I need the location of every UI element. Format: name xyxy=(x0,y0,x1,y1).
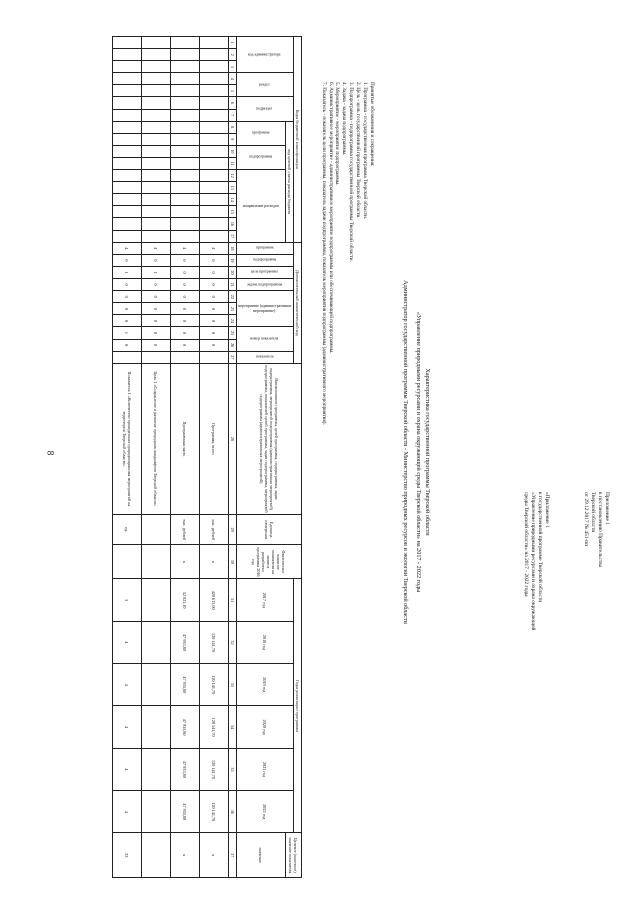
code-cell: 0 xyxy=(142,303,171,315)
header-subsection: подраздел xyxy=(237,97,294,121)
row-year-value: 4 xyxy=(113,706,142,748)
code-cell xyxy=(113,121,142,133)
column-number: 32 xyxy=(229,621,237,663)
code-cell xyxy=(200,49,229,61)
code-cell xyxy=(113,351,142,363)
code-cell xyxy=(200,97,229,109)
note-line: 5. Мероприятие - мероприятие подпрограммы. xyxy=(334,82,341,186)
header-analytic-code: Дополнительный аналитический код xyxy=(294,242,302,363)
code-cell xyxy=(171,206,200,218)
row-year-value: 4 xyxy=(113,791,142,833)
code-cell: 4 xyxy=(142,242,171,254)
row-fact: x xyxy=(171,545,200,579)
code-cell: 1 xyxy=(113,266,142,278)
column-number: 17 xyxy=(229,230,237,242)
code-cell: 0 xyxy=(142,339,171,351)
code-cell: 0 xyxy=(171,254,200,266)
document-title xyxy=(401,62,432,842)
appendix-line: «Управление природными ресурсами и охрана окружающей xyxy=(530,492,536,631)
header-expense: код целевой статьи расхода бюджета xyxy=(286,121,294,242)
code-cell xyxy=(113,218,142,230)
table-row xyxy=(171,37,200,878)
row-target: x xyxy=(200,833,229,878)
code-cell xyxy=(171,170,200,182)
code-cell xyxy=(142,145,171,157)
header-year: 2017 год xyxy=(237,579,294,621)
code-cell xyxy=(142,351,171,363)
column-number: 9 xyxy=(229,133,237,145)
column-number: 21 xyxy=(229,279,237,291)
row-fact: x xyxy=(200,545,229,579)
code-cell xyxy=(171,133,200,145)
column-number: 13 xyxy=(229,182,237,194)
appendix-line: Тверской области xyxy=(590,492,596,533)
code-cell xyxy=(113,230,142,242)
header-year: 2019 год xyxy=(237,664,294,706)
rotated-sheet xyxy=(20,22,620,882)
appendix-line: к постановлению Правительства xyxy=(597,492,603,568)
code-cell xyxy=(142,109,171,121)
code-cell: 0 xyxy=(171,327,200,339)
row-year-value: 47 935,80 xyxy=(171,706,200,748)
row-year-value: 420 613,00 xyxy=(200,579,229,621)
row-unit xyxy=(142,514,171,544)
column-number: 6 xyxy=(229,97,237,109)
code-cell xyxy=(200,157,229,169)
code-cell: 0 xyxy=(200,266,229,278)
code-cell: 0 xyxy=(171,291,200,303)
notes-block xyxy=(320,82,375,842)
program-table xyxy=(112,36,302,878)
note-line: 3. Подпрограмма - подпрограмма государственной программы Тверской области. xyxy=(348,82,355,262)
code-cell xyxy=(113,49,142,61)
code-cell xyxy=(200,121,229,133)
code-cell xyxy=(113,170,142,182)
row-target: 22 xyxy=(113,833,142,878)
code-cell xyxy=(171,109,200,121)
code-cell: 0 xyxy=(200,279,229,291)
code-cell xyxy=(142,37,171,49)
note-line: 4. Задача - задача подпрограммы. xyxy=(341,82,348,156)
title-line: Администратор государственной программы Тверской области - Министерство природных ресурсов и экологии Тверской области xyxy=(402,280,409,624)
code-cell: 0 xyxy=(113,279,142,291)
column-number: 29 xyxy=(229,514,237,544)
row-year-value: 120 141,70 xyxy=(200,706,229,748)
code-cell xyxy=(171,85,200,97)
table-row xyxy=(113,37,142,878)
code-cell xyxy=(142,230,171,242)
header-admin: код администратора xyxy=(237,37,294,73)
code-cell xyxy=(113,85,142,97)
header-indicator: показатель xyxy=(237,351,294,363)
row-name: Цель 1 «Сохранение и развитие природных ландшафтов Тверской области» xyxy=(142,363,171,514)
code-cell xyxy=(200,194,229,206)
row-name: Программная часть xyxy=(171,363,200,514)
column-number: 28 xyxy=(229,363,237,514)
column-number: 15 xyxy=(229,206,237,218)
appendix-line: Приложение 1 xyxy=(604,492,610,525)
column-number: 27 xyxy=(229,351,237,363)
code-cell xyxy=(200,133,229,145)
column-number: 14 xyxy=(229,194,237,206)
code-cell xyxy=(171,121,200,133)
code-cell xyxy=(142,218,171,230)
row-name: Показатель 1 «Количество проведенных природоохранных мероприятий на территории Тверской области» xyxy=(113,363,142,514)
code-cell xyxy=(200,351,229,363)
code-cell xyxy=(171,73,200,85)
code-cell xyxy=(200,61,229,73)
code-cell: 0 xyxy=(113,303,142,315)
code-cell xyxy=(113,61,142,73)
code-cell: 0 xyxy=(142,254,171,266)
code-cell xyxy=(113,37,142,49)
code-cell xyxy=(171,230,200,242)
code-cell: 1 xyxy=(142,266,171,278)
row-year-value xyxy=(142,621,171,663)
code-cell: 0 xyxy=(113,339,142,351)
code-cell xyxy=(171,37,200,49)
column-number: 33 xyxy=(229,664,237,706)
header-direction: направление расходов xyxy=(237,170,286,243)
code-cell xyxy=(142,182,171,194)
header-program-code: программа xyxy=(237,121,286,145)
column-number: 8 xyxy=(229,121,237,133)
code-cell xyxy=(142,170,171,182)
appendix-line: к государственной программе Тверской области xyxy=(537,492,543,603)
appendix-block-2 xyxy=(522,492,550,822)
code-cell: 0 xyxy=(142,327,171,339)
header-task: задача подпрограммы xyxy=(237,279,294,291)
code-cell xyxy=(113,182,142,194)
header-number: номер показателя xyxy=(237,327,294,351)
code-cell: 1 xyxy=(113,327,142,339)
code-cell: 0 xyxy=(171,303,200,315)
code-cell: 0 xyxy=(200,303,229,315)
header-measure: мероприятие (административное мероприятие) xyxy=(237,291,294,327)
column-number: 5 xyxy=(229,85,237,97)
code-cell: 0 xyxy=(113,254,142,266)
code-cell: 0 xyxy=(171,279,200,291)
note-line: Принятые обозначения и сокращения: xyxy=(369,82,375,167)
code-cell: 0 xyxy=(113,291,142,303)
row-unit: тыс. рублей xyxy=(171,514,200,544)
row-year-value: 47 935,80 xyxy=(171,621,200,663)
row-year-value: 4 xyxy=(113,748,142,790)
code-cell xyxy=(200,182,229,194)
title-line: «Управление природными ресурсами и охрана окружающей среды Тверской области» на 2017 - 2022 годы xyxy=(415,311,422,593)
row-year-value: 120 141,70 xyxy=(200,621,229,663)
code-cell xyxy=(142,121,171,133)
column-number: 1 xyxy=(229,37,237,49)
code-cell: 4 xyxy=(113,242,142,254)
row-unit: ед. xyxy=(113,514,142,544)
code-cell: 0 xyxy=(142,291,171,303)
code-cell xyxy=(171,97,200,109)
header-goal: цель программы xyxy=(237,266,294,278)
code-cell: 0 xyxy=(200,315,229,327)
code-cell xyxy=(113,133,142,145)
column-number: 3 xyxy=(229,61,237,73)
header-section: раздел xyxy=(237,73,294,97)
column-number: 36 xyxy=(229,791,237,833)
column-number: 7 xyxy=(229,109,237,121)
header-fact: Фактическое значение показателя на момент разработки программы 2016 год xyxy=(237,545,302,579)
code-cell xyxy=(142,133,171,145)
code-cell: 0 xyxy=(171,315,200,327)
code-cell xyxy=(200,85,229,97)
code-cell xyxy=(142,194,171,206)
code-cell: 0 xyxy=(142,279,171,291)
code-cell: 0 xyxy=(200,327,229,339)
column-number: 19 xyxy=(229,254,237,266)
row-year-value xyxy=(142,664,171,706)
row-year-value xyxy=(142,579,171,621)
note-line: 2. Цель - цель государственной программы Тверской области. xyxy=(355,82,362,219)
header-program: программа xyxy=(237,242,294,254)
note-line: 7. Показатель - показатель цели программы, показатель задачи подпрограммы, показатель мероприятия подпрограммы (административного мероприятия). xyxy=(320,82,327,425)
column-number: 35 xyxy=(229,748,237,790)
code-cell xyxy=(200,145,229,157)
column-number: 24 xyxy=(229,315,237,327)
code-cell xyxy=(113,73,142,85)
row-fact xyxy=(113,545,142,579)
code-cell: 0 xyxy=(113,315,142,327)
row-year-value: 4 xyxy=(113,621,142,663)
column-number: 2 xyxy=(229,49,237,61)
code-cell xyxy=(113,145,142,157)
header-subprogram: подпрограмма xyxy=(237,254,294,266)
row-year-value: 47 935,80 xyxy=(171,791,200,833)
column-number: 18 xyxy=(229,242,237,254)
code-cell: 0 xyxy=(142,315,171,327)
header-name: Наименование программы, целей программы, подпрограммы, задач подпрограммы, мероприятий подпрограммы (административных мероприятий) подпрограммы, показателей целей программы, задач подпрограммы, мероприятий подпрограммы (административных мероприятий) xyxy=(237,363,302,514)
row-target xyxy=(142,833,171,878)
page-number: 8 xyxy=(45,450,56,456)
header-unit: Единица измерения xyxy=(237,514,302,544)
appendix-line: от 29.12.2017 № 451-пп xyxy=(583,492,589,547)
row-year-value xyxy=(142,791,171,833)
row-fact xyxy=(142,545,171,579)
code-cell xyxy=(171,194,200,206)
table-row xyxy=(200,37,229,878)
header-target-year: значение xyxy=(237,833,286,878)
table-row xyxy=(142,37,171,878)
header-years-group: Годы реализации программы xyxy=(294,579,302,833)
code-cell xyxy=(171,49,200,61)
row-year-value: 4 xyxy=(113,664,142,706)
row-year-value: 52 021,10 xyxy=(171,579,200,621)
code-cell: 4 xyxy=(200,242,229,254)
code-cell xyxy=(200,73,229,85)
header-year: 2022 год xyxy=(237,791,294,833)
code-cell xyxy=(113,157,142,169)
row-unit: тыс. рублей xyxy=(200,514,229,544)
code-cell xyxy=(171,218,200,230)
code-cell xyxy=(142,73,171,85)
code-cell xyxy=(113,194,142,206)
header-year: 2020 год xyxy=(237,706,294,748)
code-cell xyxy=(142,61,171,73)
header-year: 2021 год xyxy=(237,748,294,790)
header-budget-codes: Коды бюджетной классификации xyxy=(294,37,302,243)
title-line: Характеристика государственной программы Тверской области xyxy=(424,368,431,536)
column-number: 25 xyxy=(229,327,237,339)
row-year-value: 120 141,70 xyxy=(200,748,229,790)
code-cell xyxy=(200,206,229,218)
column-number: 11 xyxy=(229,157,237,169)
code-cell xyxy=(171,157,200,169)
code-cell: 0 xyxy=(200,339,229,351)
column-number: 22 xyxy=(229,291,237,303)
row-year-value xyxy=(142,706,171,748)
column-number: 26 xyxy=(229,339,237,351)
column-number: 10 xyxy=(229,145,237,157)
column-number: 12 xyxy=(229,170,237,182)
column-number: 31 xyxy=(229,579,237,621)
column-number: 23 xyxy=(229,303,237,315)
column-number: 37 xyxy=(229,833,237,878)
code-cell xyxy=(171,351,200,363)
code-cell xyxy=(171,145,200,157)
header-subprogram-code: подпрограмма xyxy=(237,145,286,169)
code-cell xyxy=(142,85,171,97)
code-cell xyxy=(200,109,229,121)
row-year-value: 3 xyxy=(113,579,142,621)
row-target: x xyxy=(171,833,200,878)
row-year-value: 47 935,80 xyxy=(171,664,200,706)
note-line: 6. Административное мероприятие - административное мероприятие подпрограммы или обеспечивающей подпрограммы. xyxy=(327,82,334,354)
column-number: 30 xyxy=(229,545,237,579)
appendix-line: среды Тверской области» на 2017 - 2022 годы xyxy=(523,492,529,597)
code-cell xyxy=(113,206,142,218)
code-cell xyxy=(142,157,171,169)
header-year: 2018 год xyxy=(237,621,294,663)
column-number: 16 xyxy=(229,218,237,230)
column-number: 4 xyxy=(229,73,237,85)
code-cell: 0 xyxy=(171,339,200,351)
code-cell xyxy=(171,182,200,194)
header-target: Целевое (конечное) значение показателя xyxy=(286,833,302,878)
row-year-value: 47 935,80 xyxy=(171,748,200,790)
code-cell: 0 xyxy=(200,254,229,266)
code-cell xyxy=(142,206,171,218)
row-year-value xyxy=(142,748,171,790)
code-cell xyxy=(200,230,229,242)
code-cell xyxy=(200,218,229,230)
appendix-block xyxy=(582,492,610,792)
code-cell: 0 xyxy=(171,266,200,278)
code-cell xyxy=(113,97,142,109)
column-number: 20 xyxy=(229,266,237,278)
column-number: 34 xyxy=(229,706,237,748)
code-cell xyxy=(200,170,229,182)
code-cell xyxy=(142,49,171,61)
table-header-row xyxy=(294,37,302,878)
row-year-value: 120 141,70 xyxy=(200,664,229,706)
note-line: 1. Программа - государственная программа Тверской области. xyxy=(362,82,369,220)
code-cell xyxy=(142,97,171,109)
code-cell xyxy=(171,61,200,73)
code-cell: 0 xyxy=(200,291,229,303)
code-cell: 4 xyxy=(171,242,200,254)
row-year-value: 120 141,70 xyxy=(200,791,229,833)
appendix-line: «Приложение 1 xyxy=(544,492,550,528)
code-cell xyxy=(200,37,229,49)
row-name: Программа, всего xyxy=(200,363,229,514)
code-cell xyxy=(113,109,142,121)
